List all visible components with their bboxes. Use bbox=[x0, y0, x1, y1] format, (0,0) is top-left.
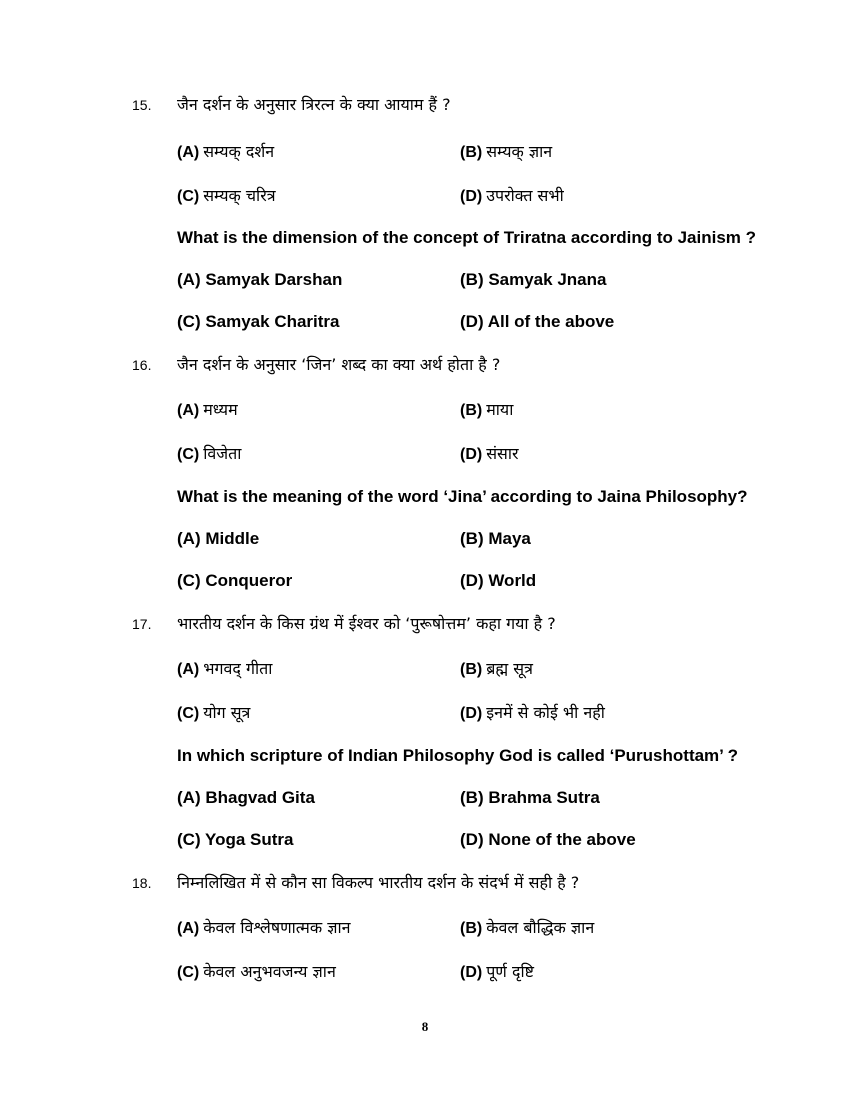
option-label: (B) bbox=[460, 402, 483, 419]
question-number: 17. bbox=[132, 616, 152, 632]
option-d-english: (D) All of the above bbox=[460, 312, 615, 331]
option-text: भगवद् गीता bbox=[203, 659, 273, 678]
option-c-hindi bbox=[177, 442, 241, 464]
option-label: (D) bbox=[460, 964, 483, 981]
page-number: 8 bbox=[421, 1019, 429, 1034]
option-b-hindi bbox=[460, 916, 594, 938]
option-b-english: (B) Brahma Sutra bbox=[460, 788, 600, 807]
option-c-english: (C) Yoga Sutra bbox=[177, 830, 294, 849]
question-number: 15. bbox=[132, 97, 152, 113]
option-text: पूर्ण दृष्टि bbox=[486, 962, 534, 981]
option-text: उपरोक्त सभी bbox=[486, 186, 564, 205]
option-d-hindi bbox=[460, 184, 564, 206]
option-text: सम्यक् चरित्र bbox=[203, 186, 276, 205]
option-label: (D) bbox=[460, 446, 483, 463]
option-label: (C) bbox=[177, 705, 200, 722]
question-text-english: What is the meaning of the word ‘Jina’ according to Jaina Philosophy? bbox=[177, 487, 748, 506]
option-b-hindi bbox=[460, 657, 533, 679]
option-b-hindi bbox=[460, 140, 552, 162]
option-c-hindi bbox=[177, 701, 250, 723]
option-d-hindi bbox=[460, 701, 605, 723]
option-d-english: (D) None of the above bbox=[460, 830, 636, 849]
option-d-english: (D) World bbox=[460, 571, 537, 590]
option-text: संसार bbox=[486, 444, 519, 463]
option-c-english: (C) Samyak Charitra bbox=[177, 312, 340, 331]
option-label: (A) bbox=[177, 661, 200, 678]
option-label: (D) bbox=[460, 705, 483, 722]
option-a-hindi bbox=[177, 398, 238, 420]
option-b-english: (B) Samyak Jnana bbox=[460, 270, 607, 289]
option-text: इनमें से कोई भी नही bbox=[486, 703, 605, 722]
option-c-english: (C) Conqueror bbox=[177, 571, 293, 590]
option-text: माया bbox=[486, 400, 514, 419]
option-label: (D) bbox=[460, 188, 483, 205]
option-text: ब्रह्म सूत्र bbox=[486, 659, 533, 678]
option-text: सम्यक् ज्ञान bbox=[486, 142, 553, 161]
option-a-english: (A) Bhagvad Gita bbox=[177, 788, 315, 807]
option-label: (C) bbox=[177, 188, 200, 205]
question-number: 18. bbox=[132, 875, 152, 891]
option-b-hindi bbox=[460, 398, 513, 420]
option-label: (B) bbox=[460, 920, 483, 937]
option-a-english: (A) Samyak Darshan bbox=[177, 270, 343, 289]
option-text: सम्यक् दर्शन bbox=[203, 142, 275, 161]
option-label: (A) bbox=[177, 920, 200, 937]
option-d-hindi bbox=[460, 960, 534, 982]
option-text: केवल अनुभवजन्य ज्ञान bbox=[203, 962, 336, 981]
option-d-hindi bbox=[460, 442, 519, 464]
option-label: (C) bbox=[177, 964, 200, 981]
option-label: (B) bbox=[460, 144, 483, 161]
option-a-hindi bbox=[177, 657, 272, 679]
option-label: (C) bbox=[177, 446, 200, 463]
question-text-hindi: भारतीय दर्शन के किस ग्रंथ में ईश्वर को ‘पुरूषोत्तम’ कहा गया है ? bbox=[177, 614, 556, 633]
option-a-hindi bbox=[177, 916, 351, 938]
option-text: केवल विश्लेषणात्मक ज्ञान bbox=[203, 918, 351, 937]
option-a-english: (A) Middle bbox=[177, 529, 260, 548]
option-a-hindi bbox=[177, 140, 274, 162]
option-text: विजेता bbox=[203, 444, 242, 463]
question-text-english: What is the dimension of the concept of Triratna according to Jainism ? bbox=[177, 228, 757, 247]
question-text-hindi: जैन दर्शन के अनुसार ‘जिन’ शब्द का क्या अर्थ होता है ? bbox=[177, 355, 501, 374]
option-label: (B) bbox=[460, 661, 483, 678]
option-b-english: (B) Maya bbox=[460, 529, 531, 548]
option-text: मध्यम bbox=[203, 400, 238, 419]
option-text: केवल बौद्धिक ज्ञान bbox=[486, 918, 595, 937]
question-text-english: In which scripture of Indian Philosophy God is called ‘Purushottam’ ? bbox=[177, 746, 739, 765]
option-text: योग सूत्र bbox=[203, 703, 251, 722]
question-text-hindi: जैन दर्शन के अनुसार त्रिरत्न के क्या आयाम हैं ? bbox=[177, 95, 451, 114]
option-label: (A) bbox=[177, 144, 200, 161]
option-c-hindi bbox=[177, 960, 336, 982]
option-label: (A) bbox=[177, 402, 200, 419]
question-text-hindi: निम्नलिखित में से कौन सा विकल्प भारतीय दर्शन के संदर्भ में सही है ? bbox=[177, 873, 580, 892]
option-c-hindi bbox=[177, 184, 276, 206]
question-number: 16. bbox=[132, 357, 152, 373]
